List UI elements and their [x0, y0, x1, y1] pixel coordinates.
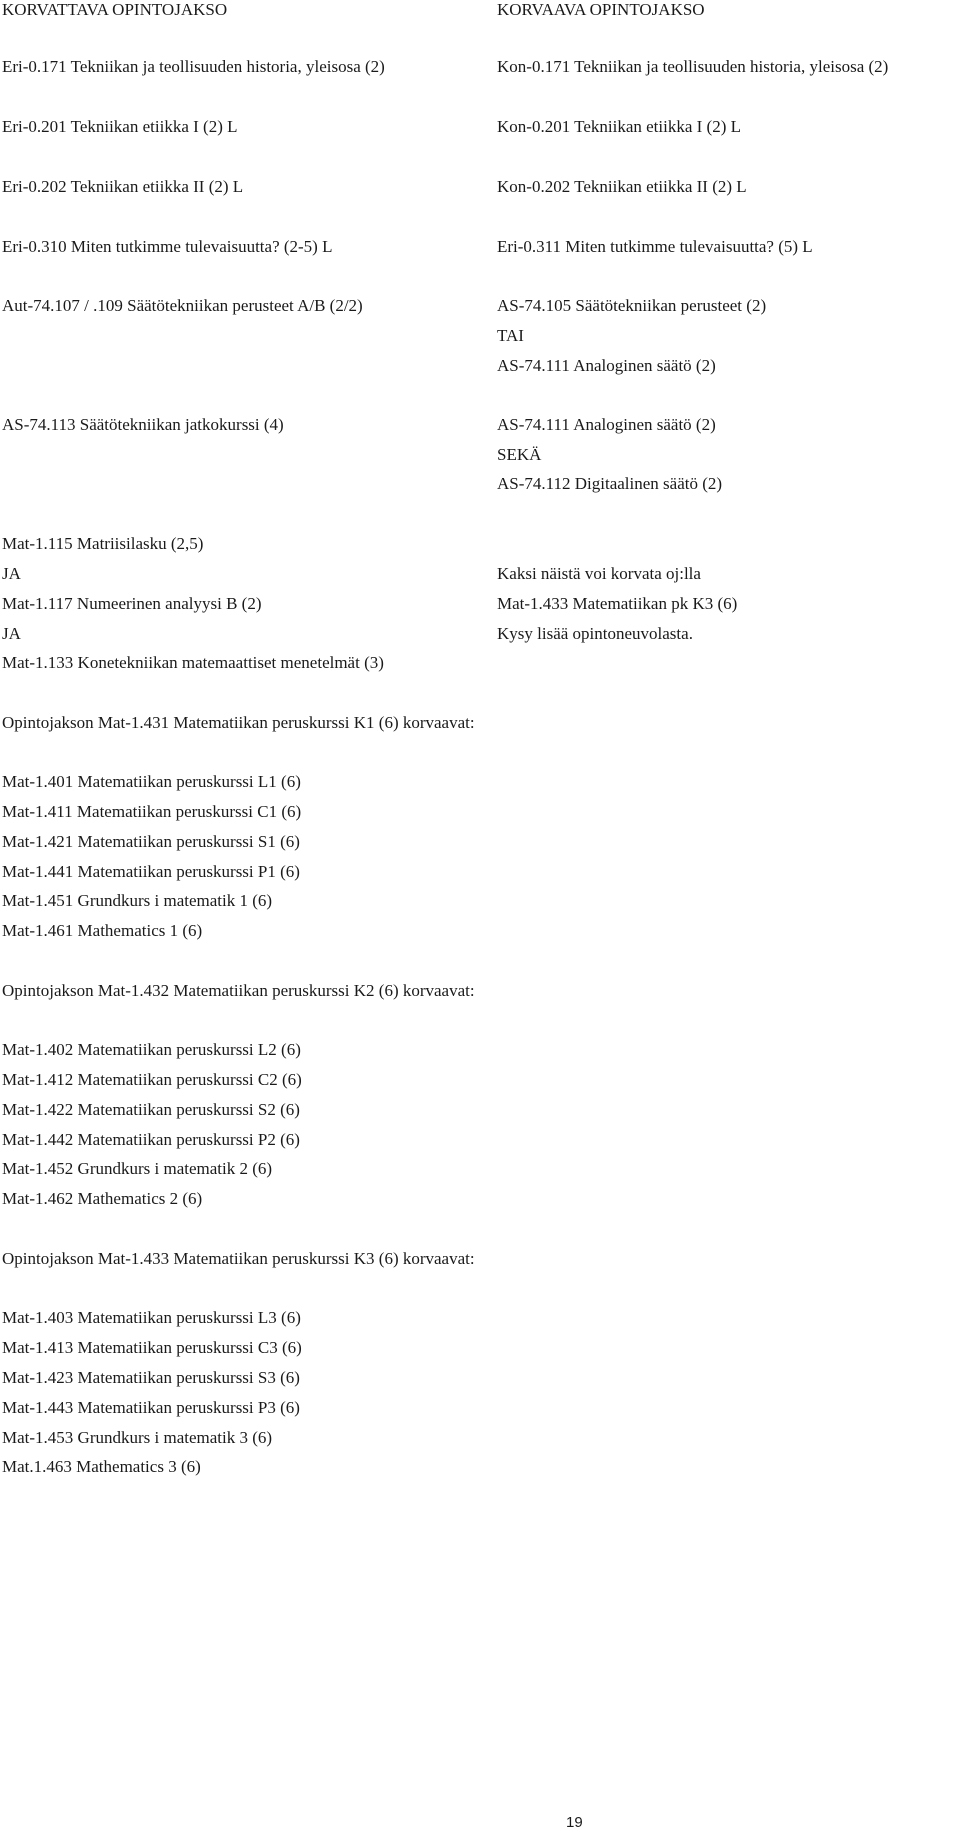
- row-right: Kysy lisää opintoneuvolasta.: [497, 624, 693, 643]
- section-heading: Opintojakson Mat-1.431 Matematiikan peruskurssi K1 (6) korvaavat:: [2, 713, 475, 732]
- row-left: Eri-0.310 Miten tutkimme tulevaisuutta? (2-5) L: [2, 237, 333, 256]
- header-left: KORVATTAVA OPINTOJAKSO: [2, 0, 228, 19]
- list-item: Mat-1.461 Mathematics 1 (6): [2, 921, 203, 940]
- row-right: AS-74.111 Analoginen säätö (2): [497, 356, 716, 375]
- list-item: Mat-1.402 Matematiikan peruskurssi L2 (6): [2, 1040, 301, 1059]
- row-left: Eri-0.201 Tekniikan etiikka I (2) L: [2, 117, 238, 136]
- row-right: Kon-0.201 Tekniikan etiikka I (2) L: [497, 117, 741, 136]
- list-item: Mat-1.441 Matematiikan peruskurssi P1 (6): [2, 862, 300, 881]
- row-left: Mat-1.115 Matriisilasku (2,5): [2, 534, 204, 553]
- section-heading: Opintojakson Mat-1.432 Matematiikan peruskurssi K2 (6) korvaavat:: [2, 981, 475, 1000]
- row-left: JA: [2, 624, 21, 643]
- section-heading: Opintojakson Mat-1.433 Matematiikan peruskurssi K3 (6) korvaavat:: [2, 1249, 475, 1268]
- list-item: Mat-1.452 Grundkurs i matematik 2 (6): [2, 1159, 273, 1178]
- row-right: AS-74.111 Analoginen säätö (2): [497, 415, 716, 434]
- list-item: Mat-1.453 Grundkurs i matematik 3 (6): [2, 1428, 273, 1447]
- list-item: Mat-1.412 Matematiikan peruskurssi C2 (6): [2, 1070, 302, 1089]
- list-item: Mat-1.413 Matematiikan peruskurssi C3 (6): [2, 1338, 302, 1357]
- header-right: KORVAAVA OPINTOJAKSO: [497, 0, 705, 19]
- list-item: Mat-1.403 Matematiikan peruskurssi L3 (6): [2, 1308, 301, 1327]
- list-item: Mat-1.423 Matematiikan peruskurssi S3 (6): [2, 1368, 300, 1387]
- row-right: AS-74.105 Säätötekniikan perusteet (2): [497, 296, 767, 315]
- row-right: Kon-0.171 Tekniikan ja teollisuuden historia, yleisosa (2): [497, 57, 889, 76]
- row-right: Eri-0.311 Miten tutkimme tulevaisuutta? (5) L: [497, 237, 813, 256]
- list-item: Mat-1.401 Matematiikan peruskurssi L1 (6): [2, 772, 301, 791]
- row-right: AS-74.112 Digitaalinen säätö (2): [497, 474, 723, 493]
- row-left: JA: [2, 564, 21, 583]
- row-left: Aut-74.107 / .109 Säätötekniikan perusteet A/B (2/2): [2, 296, 363, 315]
- list-item: Mat-1.442 Matematiikan peruskurssi P2 (6): [2, 1130, 300, 1149]
- row-right: SEKÄ: [497, 445, 542, 464]
- row-left: Mat-1.117 Numeerinen analyysi B (2): [2, 594, 262, 613]
- list-item: Mat-1.443 Matematiikan peruskurssi P3 (6): [2, 1398, 300, 1417]
- row-right: TAI: [497, 326, 524, 345]
- list-item: Mat-1.462 Mathematics 2 (6): [2, 1189, 203, 1208]
- row-left: Eri-0.171 Tekniikan ja teollisuuden historia, yleisosa (2): [2, 57, 385, 76]
- row-left: Eri-0.202 Tekniikan etiikka II (2) L: [2, 177, 244, 196]
- list-item: Mat-1.421 Matematiikan peruskurssi S1 (6): [2, 832, 300, 851]
- list-item: Mat-1.451 Grundkurs i matematik 1 (6): [2, 891, 273, 910]
- list-item: Mat-1.422 Matematiikan peruskurssi S2 (6): [2, 1100, 300, 1119]
- row-right: Kon-0.202 Tekniikan etiikka II (2) L: [497, 177, 747, 196]
- row-right: Mat-1.433 Matematiikan pk K3 (6): [497, 594, 738, 613]
- list-item: Mat-1.411 Matematiikan peruskurssi C1 (6): [2, 802, 302, 821]
- row-left: AS-74.113 Säätötekniikan jatkokurssi (4): [2, 415, 284, 434]
- row-left: Mat-1.133 Konetekniikan matemaattiset menetelmät (3): [2, 653, 384, 672]
- list-item: Mat.1.463 Mathematics 3 (6): [2, 1457, 201, 1476]
- page-number: 19: [566, 1814, 583, 1831]
- row-right: Kaksi näistä voi korvata oj:lla: [497, 564, 701, 583]
